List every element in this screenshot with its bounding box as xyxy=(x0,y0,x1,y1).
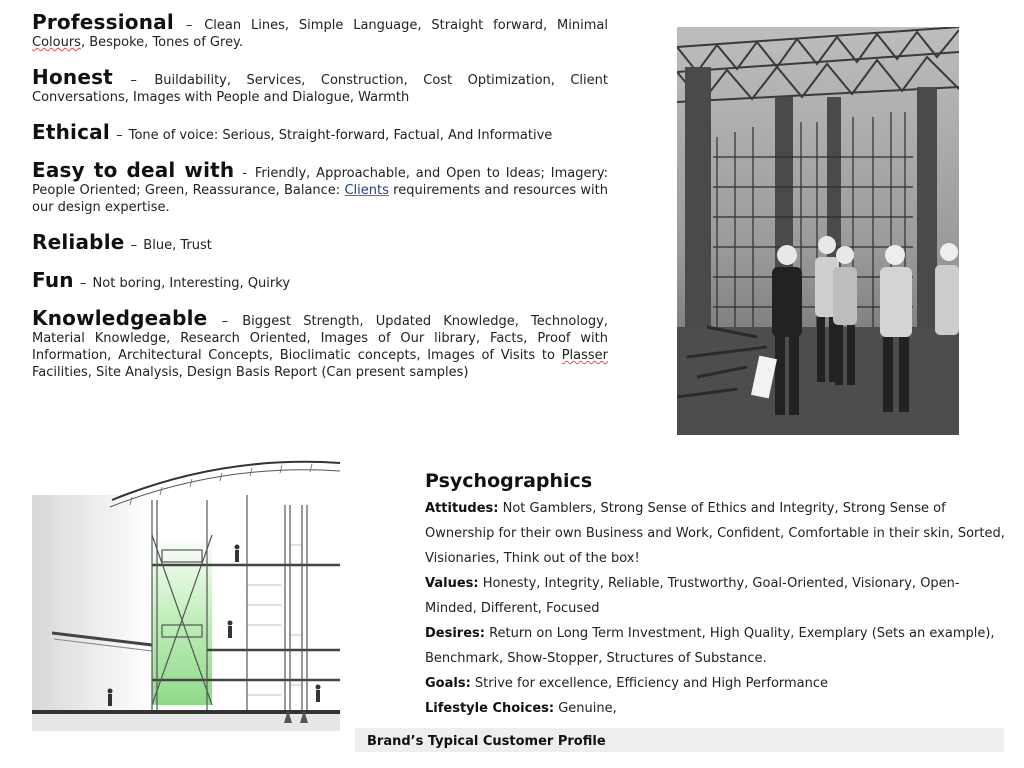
trait-separator: – xyxy=(185,18,193,33)
trait-ethical xyxy=(32,120,608,144)
trait-title: Fun xyxy=(32,268,74,292)
customer-profile-caption: Brand’s Typical Customer Profile xyxy=(355,728,1004,752)
item-label: Attitudes: xyxy=(425,501,499,516)
item-text: Return on Long Term Investment, High Quality, Exemplary (Sets an example), Benchmark, Show-Stopper, Structures of Substance. xyxy=(425,626,995,666)
trait-separator: – xyxy=(116,128,123,143)
trait-easy-to-deal-with xyxy=(32,158,609,216)
item-label: Goals: xyxy=(425,676,471,691)
trait-separator: - xyxy=(242,166,247,181)
item-label: Lifestyle Choices: xyxy=(425,701,555,716)
trait-reliable xyxy=(32,230,608,254)
spellcheck-word: Plasser xyxy=(561,348,608,363)
psychographics-section xyxy=(425,470,1005,721)
item-text: Strive for excellence, Efficiency and High Performance xyxy=(470,676,829,691)
trait-separator: – xyxy=(130,238,138,253)
trait-title: Professional xyxy=(32,10,174,34)
trait-text: Buildability, Services, Construction, Cost Optimization, Client Conversations, Images with People and Dialogue, Warmth xyxy=(32,73,608,105)
brand-traits xyxy=(32,10,609,399)
architectural-section-drawing xyxy=(32,435,340,731)
item-label: Desires: xyxy=(425,626,485,641)
item-label: Values: xyxy=(425,576,479,591)
trait-text: Not boring, Interesting, Quirky xyxy=(92,276,291,291)
psychographics-lifestyle xyxy=(425,696,1005,721)
trait-text: Clean Lines, Simple Language, Straight forward, Minimal xyxy=(204,18,608,33)
psychographics-desires xyxy=(425,621,1005,671)
psychographics-attitudes xyxy=(425,496,1005,571)
trait-separator: – xyxy=(221,314,229,329)
psychographics-goals xyxy=(425,671,1005,696)
item-text: Honesty, Integrity, Reliable, Trustworthy, Goal-Oriented, Visionary, Open-Minded, Different, Focused xyxy=(425,576,960,616)
spellcheck-word: Colours xyxy=(32,35,81,50)
trait-knowledgeable xyxy=(32,306,608,381)
psychographics-values xyxy=(425,571,1005,621)
trait-separator: – xyxy=(130,73,137,88)
trait-text-end: Facilities, Site Analysis, Design Basis Report (Can present samples) xyxy=(32,365,469,380)
trait-separator: – xyxy=(79,276,87,291)
trait-title: Honest xyxy=(32,65,113,89)
trait-title: Ethical xyxy=(32,120,110,144)
trait-text-end: , Bespoke, Tones of Grey. xyxy=(80,35,244,50)
trait-honest xyxy=(32,65,608,106)
trait-text: Biggest Strength, Updated Knowledge, Technology, Material Knowledge, Research Oriented, Images of Our library, Facts, Proof with Information, Architectural Concepts, Bioclimatic concepts, Images of Visits to xyxy=(32,314,608,363)
item-text: Not Gamblers, Strong Sense of Ethics and Integrity, Strong Sense of Ownership for their own Business and Work, Confident, Comfortable in their skin, Sorted, Visionaries, Think out of the box! xyxy=(425,501,1005,566)
trait-text: Friendly, Approachable, and Open to Ideas; Imagery: People Oriented; Green, Reassurance, Balance: xyxy=(32,166,608,198)
trait-text-end: requirements and resources with our design expertise. xyxy=(32,183,609,215)
trait-text: Tone of voice: Serious, Straight-forward, Factual, And Informative xyxy=(128,128,553,143)
trait-title: Easy to deal with xyxy=(32,158,235,182)
item-text: Genuine, xyxy=(554,701,617,716)
grammar-flag-word: Clients xyxy=(344,183,389,198)
trait-title: Knowledgeable xyxy=(32,306,208,330)
trait-fun xyxy=(32,268,608,292)
trait-title: Reliable xyxy=(32,230,125,254)
trait-professional xyxy=(32,10,608,51)
psychographics-title: Psychographics xyxy=(425,470,593,492)
site-visit-photo xyxy=(677,27,959,435)
trait-text: Blue, Trust xyxy=(143,238,212,253)
